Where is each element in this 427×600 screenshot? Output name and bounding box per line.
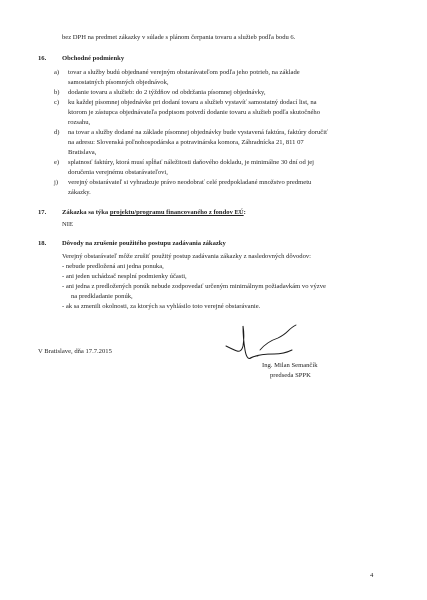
place-date: V Bratislave, dňa 17.7.2015 — [38, 348, 112, 355]
section-18-intro: Verejný obstarávateľ môže zrušiť použitý postup zadávania zákazky z nasledovných dôvodov: — [62, 253, 312, 260]
section-17-number: 17. — [38, 209, 47, 216]
section-18-number: 18. — [38, 240, 47, 247]
list-item: - ak sa zmenili okolnosti, za ktorých sa vyhlásilo toto verejné obstarávanie. — [62, 303, 261, 310]
list-item-label: e) — [54, 159, 60, 166]
list-item-text: Bratislava, — [68, 149, 97, 156]
list-item-label: j) — [54, 179, 59, 186]
list-item: na predkladanie ponúk, — [71, 293, 133, 300]
list-item-text: splatnosť faktúry, ktorá musí spĺňať náležitosti daňového dokladu, je minimálne 30 dní od jej — [68, 159, 315, 166]
list-item-text: samostatných písomných objednávok, — [68, 79, 169, 86]
section-17-title: Zákazka sa týka projektu/programu financovaného z fondov EÚ: — [62, 209, 246, 216]
list-item-text: rozsahu, — [68, 119, 91, 126]
continuation-line: bez DPH na predmet zákazky v súlade s plánom čerpania tovaru a služieb podľa bodu 6. — [62, 34, 296, 41]
section-16-title: Obchodné podmienky — [62, 55, 125, 62]
list-item-text: zákazky. — [68, 189, 91, 196]
list-item-text: na adresu: Slovenská poľnohospodárska a potravinárska komora, Záhradnícka 21, 811 07 — [68, 139, 304, 146]
list-item-label: b) — [54, 89, 60, 96]
list-item-text: ku každej písomnej objednávke pri dodaní tovaru a služieb vystavíť samostatný dodací list, na — [68, 99, 317, 106]
section-16-number: 16. — [38, 55, 47, 62]
section-17-answer: NIE — [62, 221, 73, 228]
list-item-text: verejný obstarávateľ si vyhradzuje právo neodobrať celé predpokladané množstvo predmetu — [68, 179, 312, 186]
list-item-label: d) — [54, 129, 60, 136]
list-item: - ani jedna z predložených ponúk nebude zodpovedať určeným minimálnym požiadavkám vo výzve — [62, 283, 326, 290]
list-item-text: dodanie tovaru a služieb: do 2 týždňov od obdržania písomnej objednávky, — [68, 89, 266, 96]
list-item-text: ktorom je zástupca objednávateľa podpisom potvrdí dodanie tovaru a služieb podľa skutočného — [68, 109, 321, 116]
list-item: - ani jeden uchádzač nesplní podmienky účasti, — [62, 273, 187, 280]
signer-name: Ing. Milan Semančík — [262, 362, 318, 369]
list-item-text: doručenia verejnému obstarávateľovi, — [68, 169, 168, 176]
list-item: - nebude predložená ani jedna ponuka, — [62, 263, 164, 270]
list-item-text: tovar a služby budú objednané verejným obstarávateľom podľa jeho potrieb, na základe — [68, 69, 300, 76]
list-item-text: na tovar a služby dodané na základe písomnej objednávky bude vystavená faktúra, faktúry doručiť — [68, 129, 328, 136]
section-18-title: Dôvody na zrušenie použitého postupu zadávania zákazky — [62, 240, 226, 247]
page-number: 4 — [370, 572, 374, 579]
list-item-label: c) — [54, 99, 60, 106]
list-item-label: a) — [54, 69, 60, 76]
signer-role: predseda SPPK — [270, 372, 311, 379]
